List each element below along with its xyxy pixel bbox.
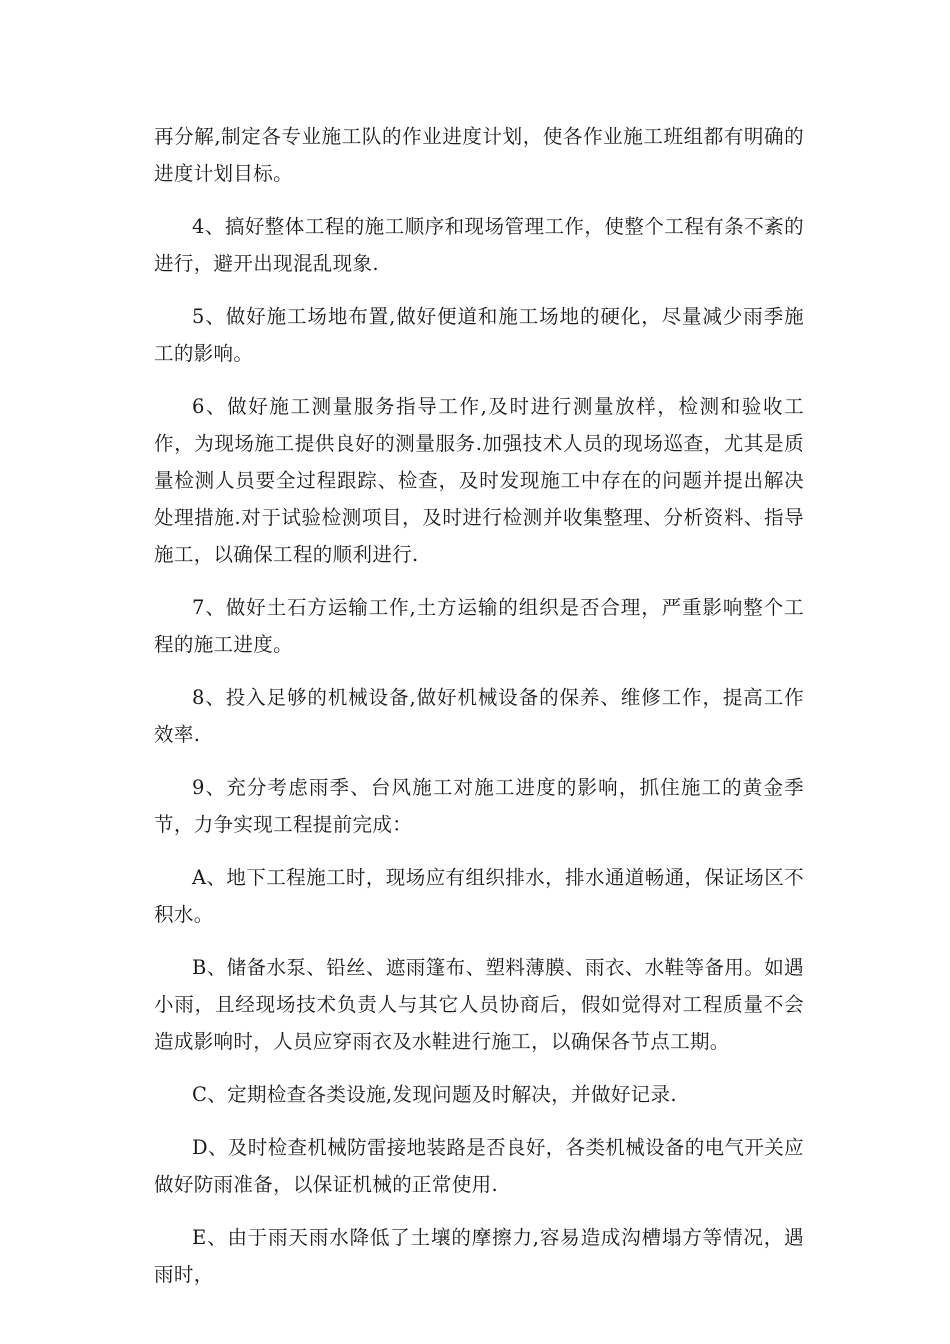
document-body bbox=[154, 118, 804, 1309]
paragraph-item-4: 4、搞好整体工程的施工顺序和现场管理工作，使整个工程有条不紊的进行，避开出现混乱现象. bbox=[154, 215, 804, 275]
paragraph-item-9: 9、充分考虑雨季、台风施工对施工进度的影响，抓住施工的黄金季节，力争实现工程提前完成： bbox=[154, 776, 804, 836]
paragraph-item-7: 7、做好土石方运输工作,土方运输的组织是否合理，严重影响整个工程的施工进度。 bbox=[154, 596, 804, 656]
paragraph-item-a: A、地下工程施工时，现场应有组织排水，排水通道畅通，保证场区不积水。 bbox=[154, 866, 804, 926]
paragraph-item-8: 8、投入足够的机械设备,做好机械设备的保养、维修工作，提高工作效率. bbox=[154, 686, 804, 746]
paragraph-item-e: E、由于雨天雨水降低了土壤的摩擦力,容易造成沟槽塌方等情况，遇雨时， bbox=[154, 1226, 804, 1286]
paragraph-item-6: 6、做好施工测量服务指导工作,及时进行测量放样，检测和验收工作，为现场施工提供良好的测量服务.加强技术人员的现场巡查，尤其是质量检测人员要全过程跟踪、检查，及时发现施工中存在的问题并提出解决处理措施.对于试验检测项目，及时进行检测并收集整理、分析资料、指导施工，以确保工程的顺利进行. bbox=[154, 395, 804, 566]
paragraph-continuation: 再分解,制定各专业施工队的作业进度计划，使各作业施工班组都有明确的进度计划目标。 bbox=[154, 125, 804, 185]
paragraph-item-c: C、定期检查各类设施,发现问题及时解决，并做好记录. bbox=[192, 1083, 677, 1106]
paragraph-item-b: B、储备水泵、铅丝、遮雨篷布、塑料薄膜、雨衣、水鞋等备用。如遇小雨，且经现场技术负责人与其它人员协商后，假如觉得对工程质量不会造成影响时，人员应穿雨衣及水鞋进行施工，以确保各节点工期。 bbox=[154, 956, 804, 1053]
paragraph-item-5: 5、做好施工场地布置,做好便道和施工场地的硬化，尽量减少雨季施工的影响。 bbox=[154, 305, 804, 365]
paragraph-item-d: D、及时检查机械防雷接地装路是否良好，各类机械设备的电气开关应做好防雨准备，以保证机械的正常使用. bbox=[154, 1136, 804, 1196]
